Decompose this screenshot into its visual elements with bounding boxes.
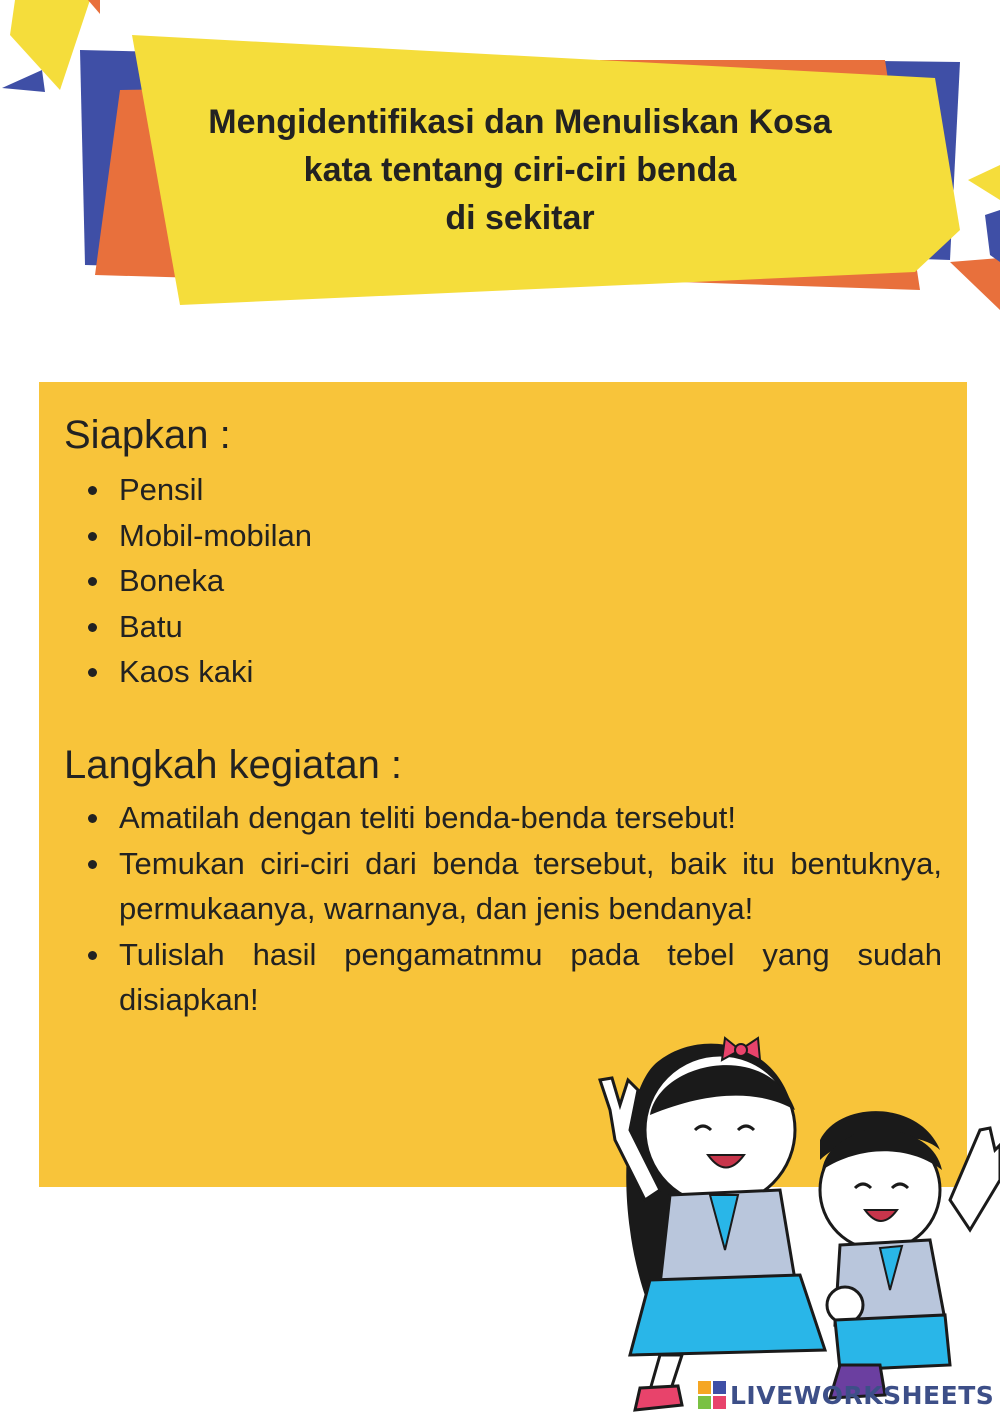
children-illustration <box>590 1020 1000 1414</box>
list-item: Tulislah hasil pengamatnmu pada tebel yang sudah disiapkan! <box>64 932 942 1023</box>
corner-yellow-triangle-right <box>968 165 1000 200</box>
girl-figure <box>600 1038 825 1410</box>
list-item: Kaos kaki <box>64 649 312 695</box>
list-item: Batu <box>64 604 312 650</box>
page-title <box>150 98 890 242</box>
materials-heading: Siapkan : <box>64 413 231 457</box>
liveworksheets-logo-icon <box>698 1381 726 1409</box>
steps-heading: Langkah kegiatan : <box>64 743 403 787</box>
page-title-line-1: Mengidentifikasi dan Menuliskan Kosa <box>208 103 832 141</box>
corner-blue-triangle-left <box>2 70 45 92</box>
materials-list <box>64 467 312 695</box>
watermark <box>698 1378 994 1412</box>
steps-list <box>64 795 942 1023</box>
list-item: Mobil-mobilan <box>64 513 312 559</box>
list-item: Pensil <box>64 467 312 513</box>
watermark-text: LIVEWORKSHEETS <box>730 1380 995 1410</box>
corner-yellow-triangle-top-left <box>10 0 90 90</box>
boy-figure <box>820 1111 1000 1398</box>
page-title-line-2: kata tentang ciri-ciri benda <box>303 151 737 189</box>
corner-orange-triangle-right <box>950 258 1000 310</box>
list-item: Boneka <box>64 558 312 604</box>
corner-blue-triangle-right <box>985 210 1000 262</box>
list-item: Temukan ciri-ciri dari benda tersebut, baik itu bentuknya, permukaanya, warnanya, dan jenis bendanya! <box>64 841 942 932</box>
corner-orange-triangle-top <box>88 0 100 14</box>
page-title-line-3: di sekitar <box>445 199 595 237</box>
list-item: Amatilah dengan teliti benda-benda tersebut! <box>64 795 942 841</box>
